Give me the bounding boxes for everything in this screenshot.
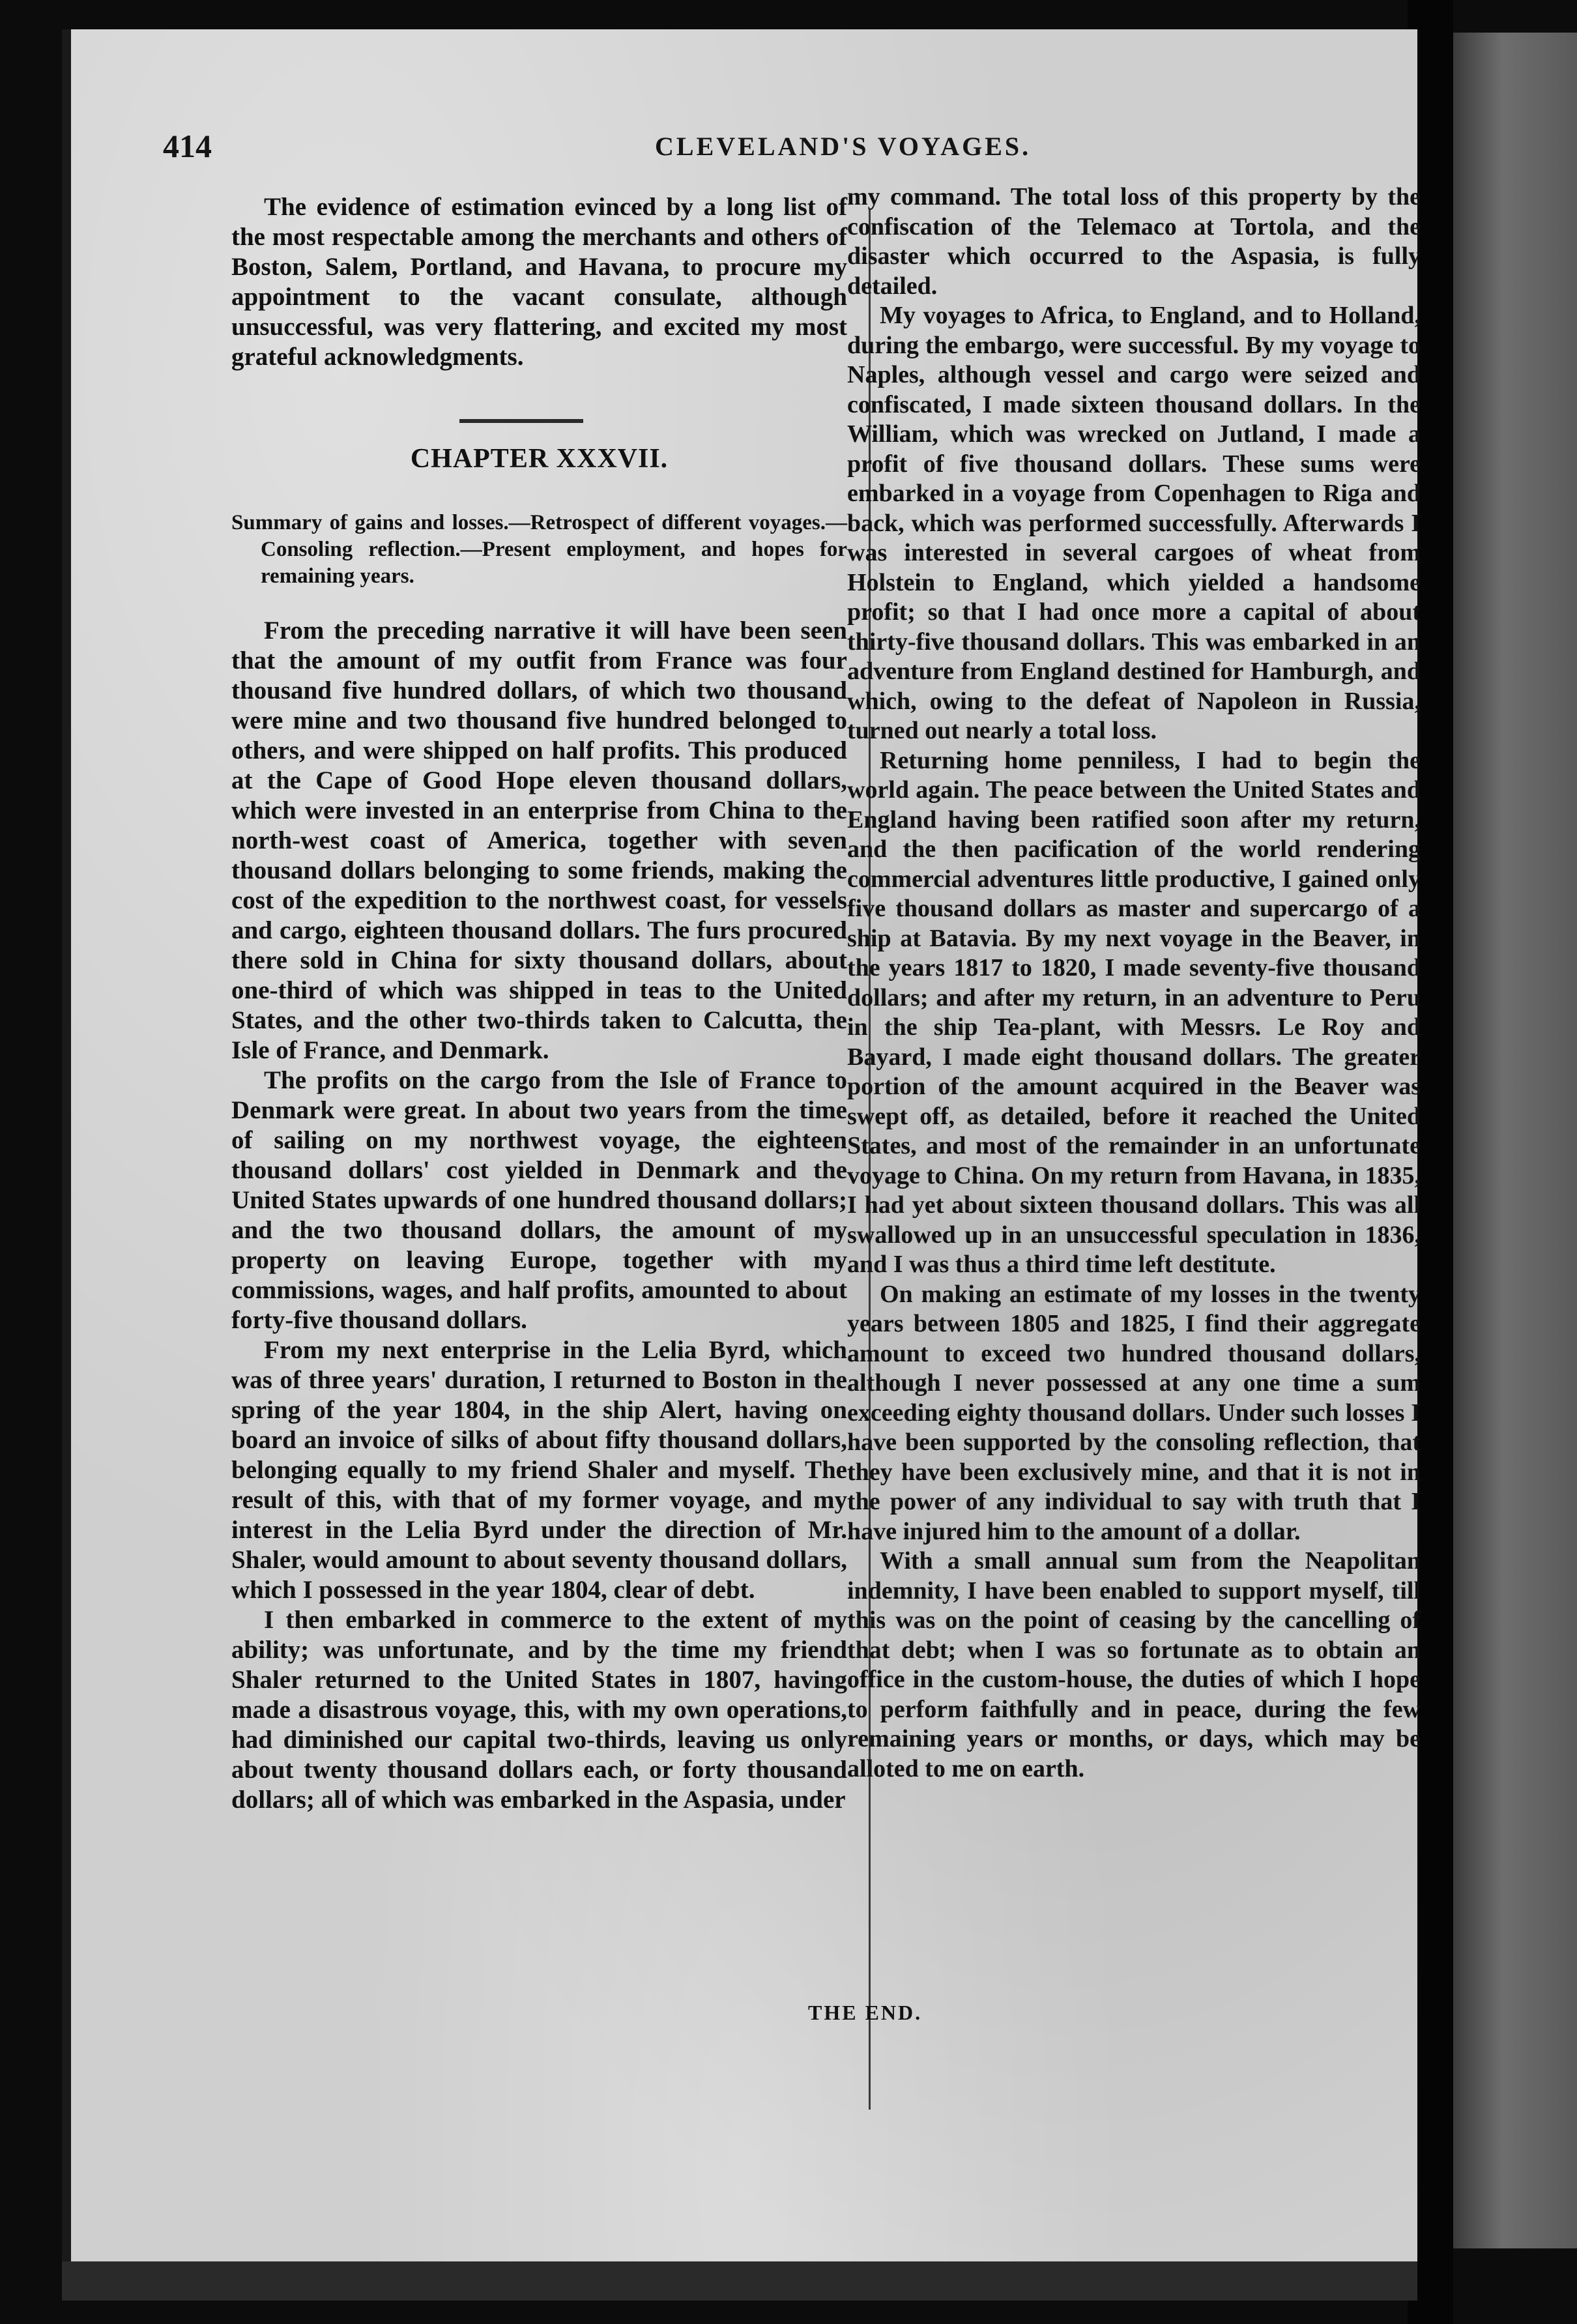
body-paragraph: With a small annual sum from the Neapolitan indemnity, I have been enabled to support myself, till this was on the point of ceasing by the cancelling of that debt; when I was so fortunate as to obtain an office in the custom-house, the duties of which I hope to perform faithfully and in peace, during the few remaining years or months, or days, which may be alloted to me on earth. <box>847 1547 1421 1782</box>
chapter-summary <box>231 510 847 590</box>
body-paragraph: My voyages to Africa, to England, and to Holland, during the embargo, were successful. By my voyage to Naples, although vessel and cargo were seized and confiscated, I made sixteen thousand dollars. In the William, which was wrecked on Jutland, I made a profit of five thousand dollars. These sums were embarked in a voyage from Copenhagen to Riga and back, which was performed successfully. Afterwards I was interested in several cargoes of wheat from Holstein to England, which yielded a handsome profit; so that I had once more a capital of about thirty-five thousand dollars. This was embarked in an adventure from England destined for Hamburgh, and which, owing to the defeat of Napoleon in Russia, turned out nearly a total loss. <box>847 302 1421 744</box>
adjacent-page-edge <box>1453 33 1577 2248</box>
body-paragraph: Returning home penniless, I had to begin the world again. The peace between the United States and England having been ratified soon after my return, and the then pacification of the world rendering commercial adventures little productive, I gained only five thousand dollars as master and supercargo of a ship at Batavia. By my next voyage in the Beaver, in the years 1817 to 1820, I made seventy-five thousand dollars; and after my return, in an adventure to Peru in the ship Tea-plant, with Messrs. Le Roy and Bayard, I made eight thousand dollars. The greater portion of the amount acquired in the Beaver was swept off, as detailed, before it reached the United States, and most of the remainder in an unfortunate voyage to China. On my return from Havana, in 1835, I had yet about sixteen thousand dollars. This was all swallowed up in an unsuccessful speculation in 1836, and I was thus a third time left destitute. <box>847 746 1421 1278</box>
left-column-intro <box>231 192 847 372</box>
chapter-title: CHAPTER XXXVII. <box>410 444 669 474</box>
running-title: CLEVELAND'S VOYAGES. <box>655 132 1032 161</box>
left-column-body <box>231 616 847 1815</box>
page-number: 414 <box>163 128 212 164</box>
chapter-divider <box>459 419 583 423</box>
body-paragraph: From the preceding narrative it will have been seen that the amount of my outfit from France was four thousand five hundred dollars, of which two thousand were mine and two thousand five hundred belonged to others, and were shipped on half profits. This produced at the Cape of Good Hope eleven thousand dollars, which were invested in an enterprise from China to the north-west coast of America, together with seven thousand dollars belonging to some friends, making the cost of the expedition to the northwest coast, for vessels and cargo, eighteen thousand dollars. The furs procured there sold in China for sixty thousand dollars, about one-third of which was shipped in teas to the United States, and the other two-thirds taken to Calcutta, the Isle of France, and Denmark. <box>231 617 847 1064</box>
the-end-mark: THE END. <box>808 2001 923 2024</box>
chapter-summary-text: Summary of gains and losses.—Retrospect of different voyages.—Consoling reflection.—Present employment, and hopes for remaining years. <box>231 511 847 588</box>
body-paragraph: I then embarked in commerce to the extent of my ability; was unfortunate, and by the time my friend Shaler returned to the United States in 1807, having made a disastrous voyage, this, with my own operations, had diminished our capital two-thirds, leaving us only about twenty thousand dollars each, or forty thousand dollars; all of which was embarked in the Aspasia, under <box>231 1606 847 1814</box>
page-header <box>163 127 1388 166</box>
intro-paragraph: The evidence of estimation evinced by a long list of the most respectable among the merchants and others of Boston, Salem, Portland, and Havana, to procure my appointment to the vacant consulate, although unsuccessful, was very flattering, and excited my most grateful acknowledgments. <box>231 193 847 371</box>
right-column-body <box>847 182 1421 1784</box>
body-paragraph: On making an estimate of my losses in the twenty years between 1805 and 1825, I find their aggregate amount to exceed two hundred thousand dollars, although I never possessed at any one time a sum exceeding eighty thousand dollars. Under such losses I have been supported by the consoling reflection, that they have been exclusively mine, and that it is not in the power of any individual to say with truth that I have injured him to the amount of a dollar. <box>847 1280 1421 1545</box>
body-paragraph: my command. The total loss of this property by the confiscation of the Telemaco at Tortola, and the disaster which occurred to the Aspasia, is fully detailed. <box>847 183 1421 300</box>
body-paragraph: From my next enterprise in the Lelia Byrd, which was of three years' duration, I returned to Boston in the spring of the year 1804, in the ship Alert, having on board an invoice of silks of about fifty thousand dollars, belonging equally to my friend Shaler and myself. The result of this, with that of my former voyage, and my interest in the Lelia Byrd under the direction of Mr. Shaler, would amount to about seventy thousand dollars, which I possessed in the year 1804, clear of debt. <box>231 1336 847 1604</box>
body-paragraph: The profits on the cargo from the Isle of France to Denmark were great. In about two years from the time of sailing on my northwest voyage, the eighteen thousand dollars' cost yielded in Denmark and the United States upwards of one hundred thousand dollars; and the two thousand dollars, the amount of my property on leaving Europe, together with my commissions, wages, and half profits, amounted to about forty-five thousand dollars. <box>231 1066 847 1334</box>
page-bottom-edge <box>62 2261 1417 2301</box>
